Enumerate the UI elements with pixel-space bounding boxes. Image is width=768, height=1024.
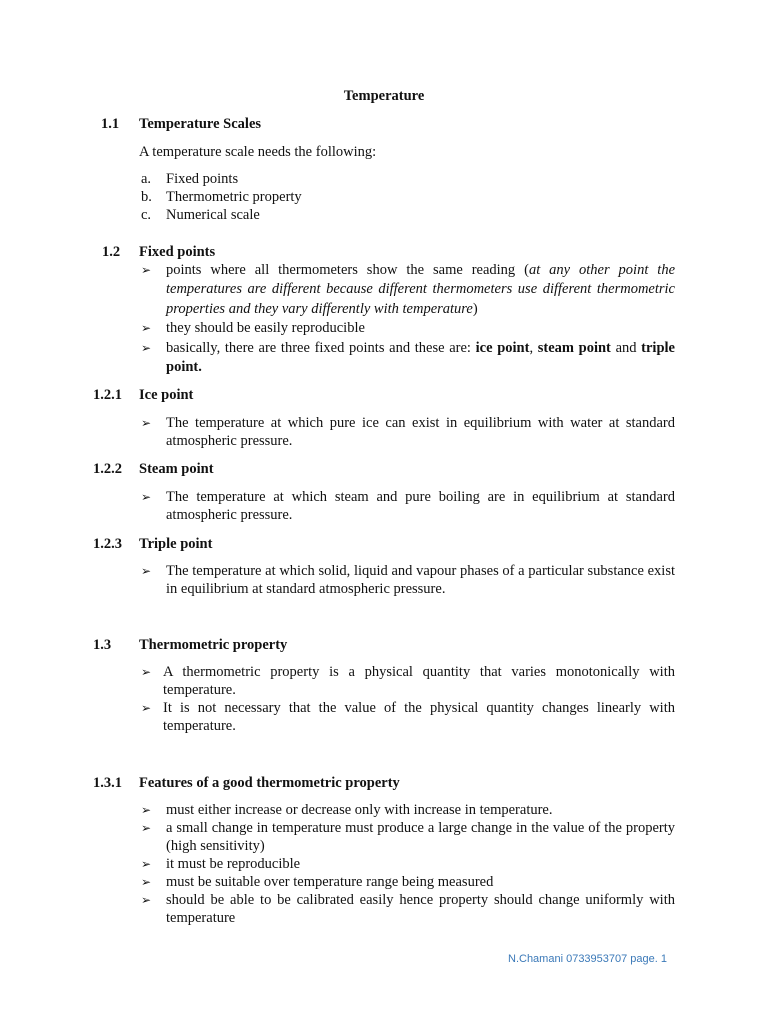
section-title: Steam point <box>139 461 214 477</box>
list-item-text: Thermometric property <box>166 189 302 205</box>
list-item <box>141 873 675 891</box>
list-item <box>141 819 675 855</box>
list-item-text: basically, there are three fixed points and these are: <box>166 339 476 356</box>
arrow-bullet-icon: ➢ <box>141 340 152 355</box>
list-marker: b. <box>141 189 152 205</box>
bullet-list <box>141 562 675 598</box>
list-item <box>141 855 675 873</box>
arrow-bullet-icon: ➢ <box>141 875 152 889</box>
list-item-text: should be able to be calibrated easily hence property should change uniformly with temperature <box>166 892 675 926</box>
section-title: Fixed points <box>139 244 216 260</box>
list-item-text: Fixed points <box>166 171 239 187</box>
bullet-list <box>141 663 675 735</box>
arrow-bullet-icon: ➢ <box>141 490 152 504</box>
list-item-text: points where all thermometers show the same reading ( <box>166 262 529 278</box>
section-number: 1.2.2 <box>93 461 122 477</box>
list-item-text: it must be reproducible <box>166 856 301 872</box>
arrow-bullet-icon: ➢ <box>141 803 152 817</box>
list-item-text: must either increase or decrease only with increase in temperature. <box>166 802 553 818</box>
list-item <box>141 206 302 224</box>
list-item-text: , <box>529 339 538 356</box>
page-footer: N.Chamani 0733953707 page. 1 <box>508 953 668 965</box>
section-title: Features of a good thermometric property <box>139 775 400 791</box>
list-item <box>141 891 675 927</box>
list-marker: c. <box>141 207 152 223</box>
list-item <box>141 261 675 319</box>
section-title: Temperature Scales <box>139 116 262 132</box>
list-item-bold-text: ice point <box>475 339 530 356</box>
list-item-bold-text: triple point. <box>166 339 675 375</box>
section-title: Triple point <box>139 536 213 552</box>
section-title: Thermometric property <box>139 637 288 653</box>
bullet-list <box>141 261 675 377</box>
list-item-text: A thermometric property is a physical quantity that varies monotonically with temperature. <box>163 664 675 698</box>
list-item-italic-text: at any other point the temperatures are different because different thermometers use different thermometric properties and they vary differently with temperature <box>166 262 676 317</box>
section-number: 1.3.1 <box>93 775 122 791</box>
list-item <box>141 699 675 735</box>
arrow-bullet-icon: ➢ <box>141 416 152 430</box>
bullet-list <box>141 414 675 450</box>
list-item-text: they should be easily reproducible <box>166 319 365 336</box>
list-item-text: and <box>610 339 642 356</box>
bullet-list <box>141 801 675 927</box>
arrow-bullet-icon: ➢ <box>141 263 152 277</box>
list-item <box>141 414 675 450</box>
bullet-list <box>141 488 675 524</box>
list-item <box>141 663 675 699</box>
list-item <box>141 188 302 206</box>
list-item-text: The temperature at which pure ice can exist in equilibrium with water at standard atmospheric pressure. <box>166 415 675 449</box>
list-marker: a. <box>141 171 152 187</box>
section-number: 1.2.3 <box>93 536 122 552</box>
document-title: Temperature <box>343 88 425 104</box>
list-item <box>141 488 675 524</box>
list-item <box>141 339 675 377</box>
paragraph-intro: A temperature scale needs the following: <box>139 144 377 160</box>
list-item-text: The temperature at which steam and pure boiling are in equilibrium at standard atmospheric pressure. <box>166 489 675 523</box>
arrow-bullet-icon: ➢ <box>141 701 152 715</box>
list-item-text: must be suitable over temperature range being measured <box>166 874 494 890</box>
arrow-bullet-icon: ➢ <box>141 320 152 335</box>
list-item-text: ) <box>472 300 478 317</box>
section-number: 1.2.1 <box>93 387 122 403</box>
list-item <box>141 170 302 188</box>
list-item-text: a small change in temperature must produce a large change in the value of the property (high sensitivity) <box>166 820 675 854</box>
arrow-bullet-icon: ➢ <box>141 665 152 679</box>
list-item <box>141 319 675 337</box>
arrow-bullet-icon: ➢ <box>141 821 152 835</box>
list-item-text: The temperature at which solid, liquid and vapour phases of a particular substance exist in equilibrium at standard atmospheric pressure. <box>166 563 675 597</box>
ordered-list <box>141 170 302 224</box>
arrow-bullet-icon: ➢ <box>141 857 152 871</box>
list-item <box>141 801 675 819</box>
section-number: 1.2 <box>102 244 121 260</box>
arrow-bullet-icon: ➢ <box>141 893 152 907</box>
list-item-bold-text: steam point <box>537 339 611 356</box>
section-title: Ice point <box>139 387 194 403</box>
list-item <box>141 562 675 598</box>
section-number: 1.3 <box>93 637 112 653</box>
arrow-bullet-icon: ➢ <box>141 564 152 578</box>
list-item-text: It is not necessary that the value of the physical quantity changes linearly with temperature. <box>163 700 675 734</box>
list-item-text: Numerical scale <box>166 207 260 223</box>
section-number: 1.1 <box>101 116 120 132</box>
